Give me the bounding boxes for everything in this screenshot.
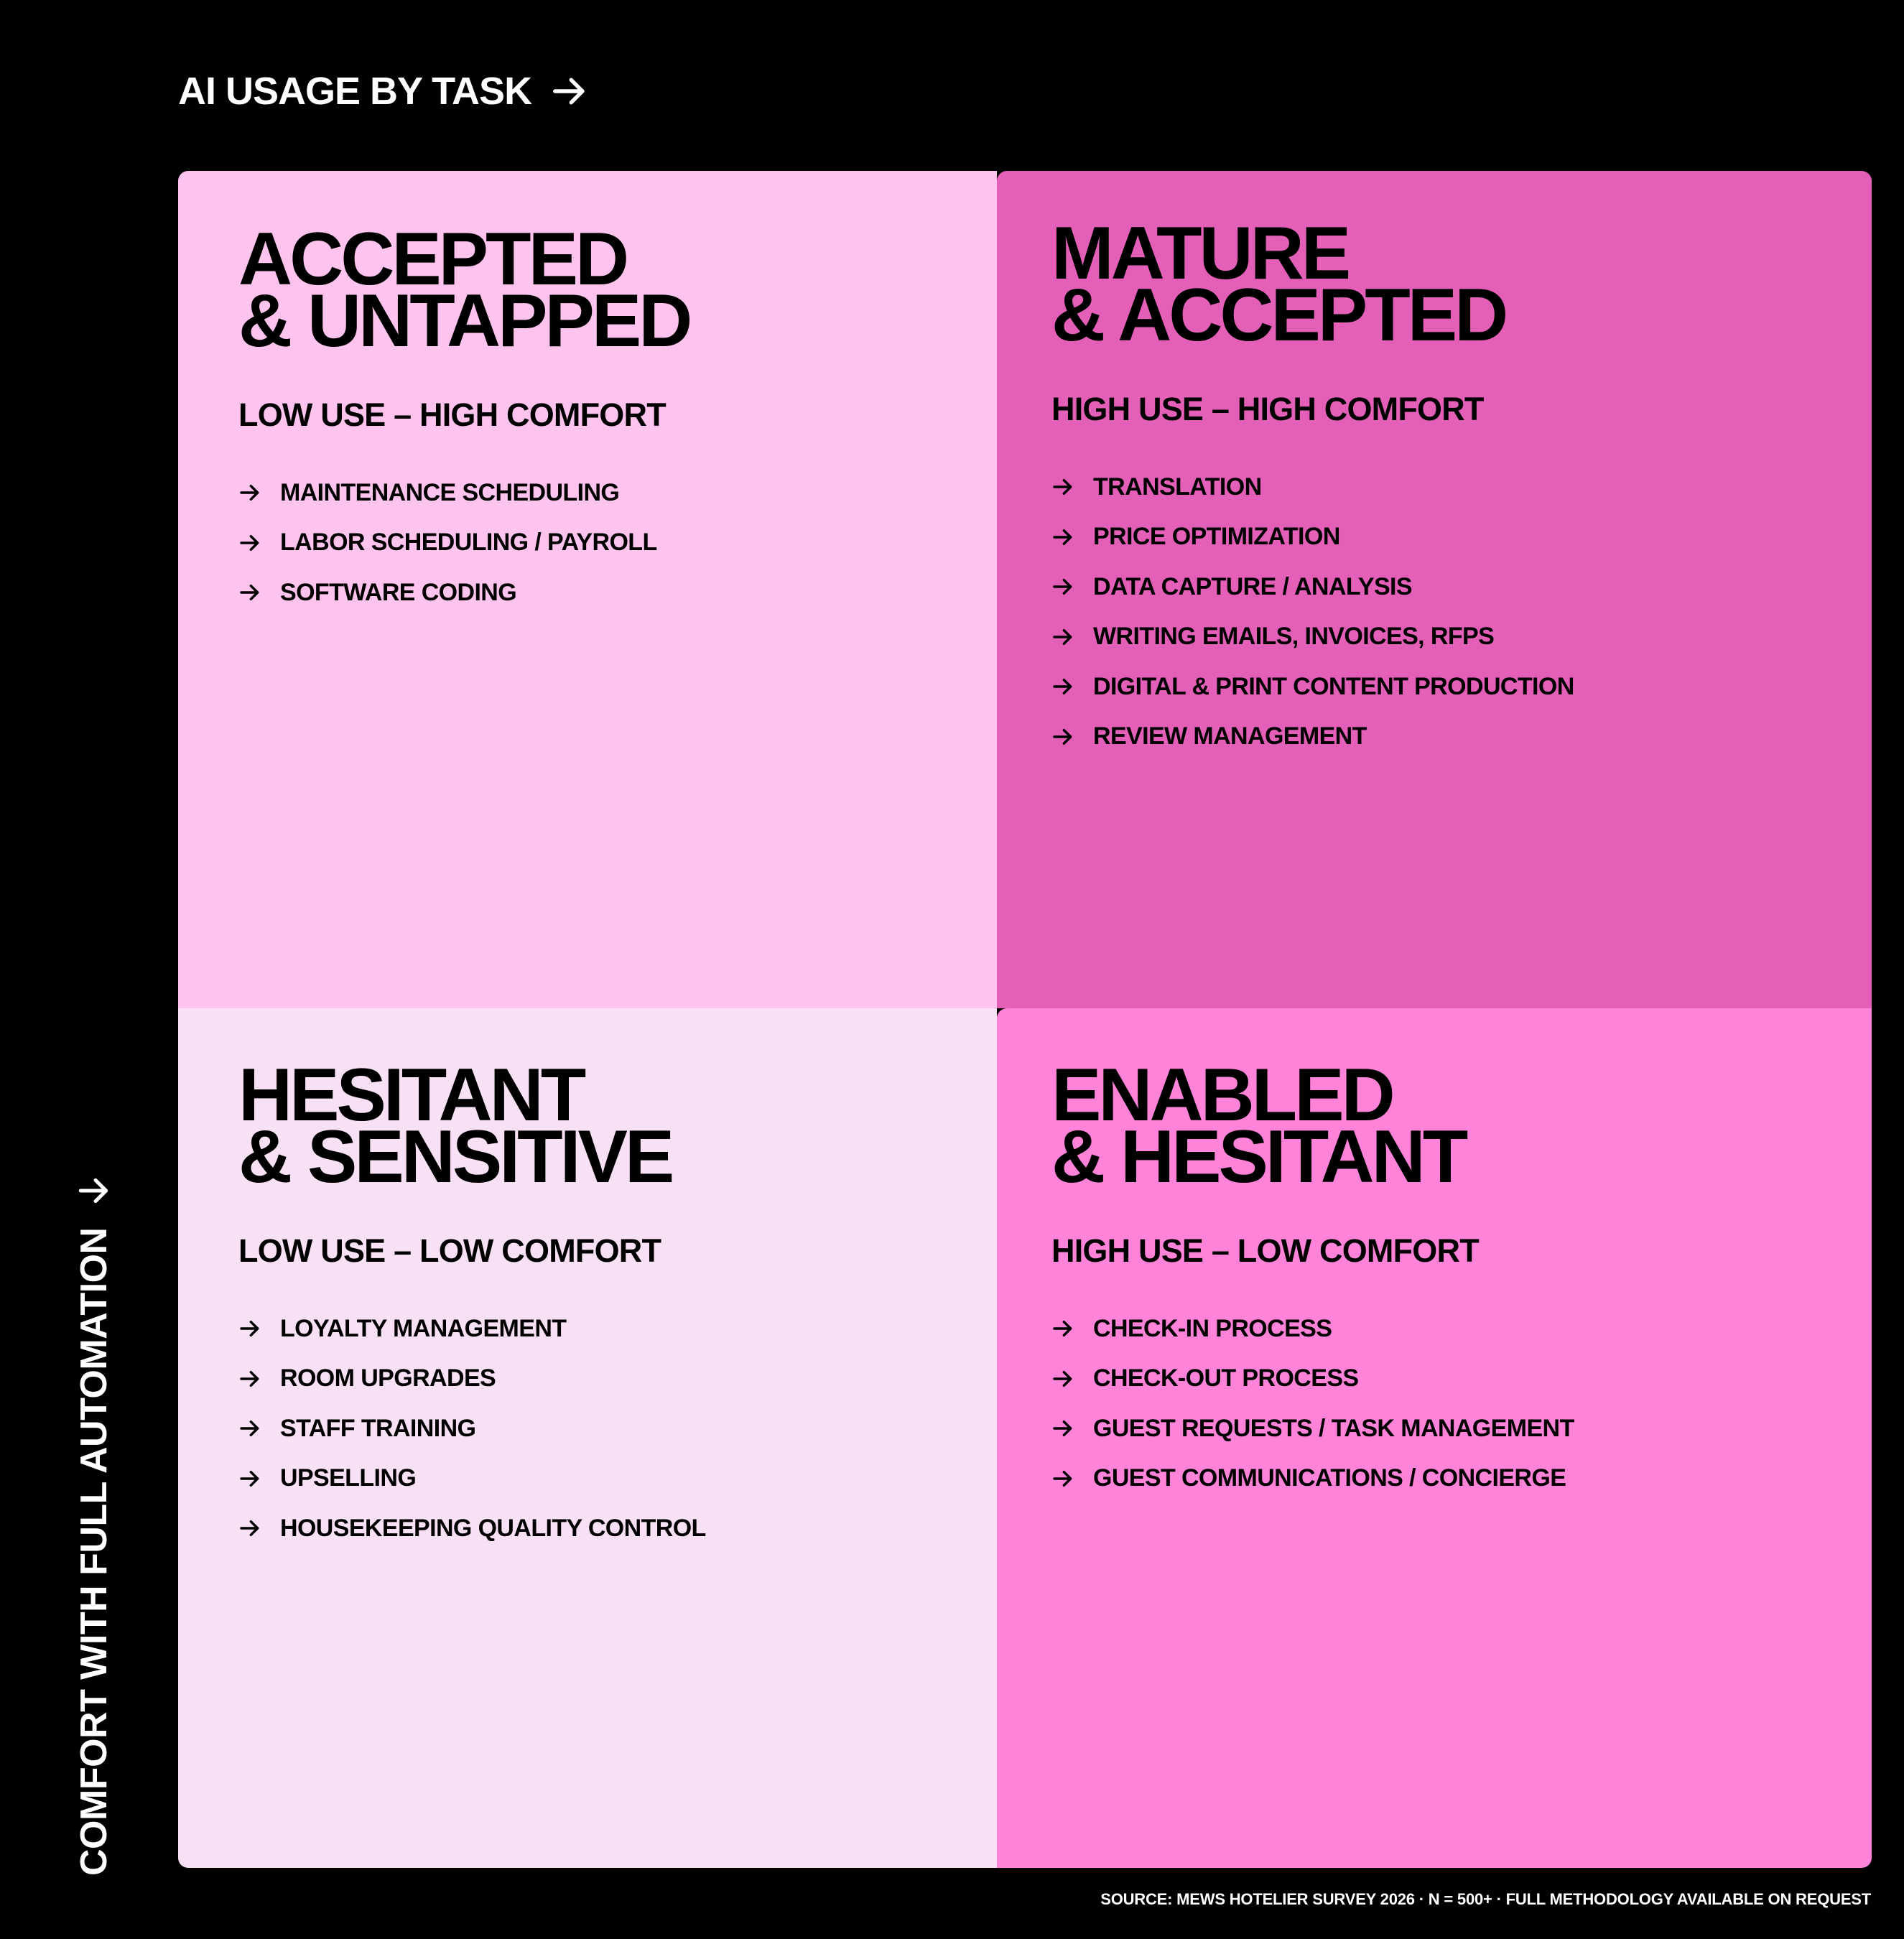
- task-list-item: [1051, 1314, 1843, 1343]
- quadrant-title-line-2: & SENSITIVE: [238, 1115, 672, 1199]
- arrow-right-icon: [550, 72, 589, 111]
- quadrant-subtitle: LOW USE – LOW COMFORT: [238, 1232, 661, 1269]
- arrow-right-icon: [238, 481, 261, 504]
- task-list-item: [1051, 722, 1843, 751]
- quadrant-title: [1051, 212, 1843, 357]
- task-list-item: [238, 1514, 968, 1543]
- arrow-right-icon: [238, 581, 261, 604]
- task-list-item: [238, 1464, 968, 1493]
- task-list-item-label: SOFTWARE CODING: [280, 578, 517, 606]
- arrow-right-icon: [238, 1467, 261, 1490]
- task-list: [1051, 473, 1843, 751]
- task-list-item: [1051, 623, 1843, 651]
- task-list-item-label: WRITING EMAILS, INVOICES, RFPS: [1093, 623, 1495, 650]
- quadrant-accepted-untapped: [178, 171, 997, 1008]
- y-axis-label-text: COMFORT WITH FULL AUTOMATION: [73, 1227, 115, 1876]
- task-list-item-label: MAINTENANCE SCHEDULING: [280, 478, 620, 506]
- quadrant-mature-accepted: [997, 171, 1872, 1008]
- task-list-item-label: LABOR SCHEDULING / PAYROLL: [280, 529, 657, 556]
- task-list-item-label: LOYALTY MANAGEMENT: [280, 1314, 567, 1342]
- task-list-item-label: TRANSLATION: [1093, 473, 1262, 501]
- arrow-right-icon: [1051, 526, 1074, 549]
- task-list-item: [238, 529, 968, 557]
- quadrant-title-line-1: HESITANT: [238, 1054, 584, 1137]
- task-list-item: [1051, 1364, 1843, 1393]
- task-list-item-label: HOUSEKEEPING QUALITY CONTROL: [280, 1514, 706, 1542]
- quadrant-title-line-1: MATURE: [1051, 212, 1349, 295]
- quadrant-hesitant-sensitive: [178, 1008, 997, 1868]
- arrow-right-icon: [1051, 1467, 1074, 1490]
- arrow-up-icon: [76, 1173, 112, 1209]
- task-list-item: [1051, 672, 1843, 701]
- task-list-item-label: UPSELLING: [280, 1464, 417, 1492]
- quadrant-title-line-2: & ACCEPTED: [1051, 274, 1506, 357]
- arrow-right-icon: [238, 531, 261, 554]
- quadrant-title: [238, 218, 968, 363]
- task-list-item-label: CHECK-OUT PROCESS: [1093, 1364, 1359, 1392]
- quadrant-subtitle: HIGH USE – LOW COMFORT: [1051, 1232, 1479, 1269]
- quadrant-title: [1051, 1054, 1843, 1199]
- task-list-item: [238, 1314, 968, 1343]
- quadrant-matrix: [178, 171, 1872, 1868]
- task-list-item-label: DIGITAL & PRINT CONTENT PRODUCTION: [1093, 672, 1574, 700]
- x-axis-label-text: AI USAGE BY TASK: [178, 70, 532, 113]
- task-list-item: [238, 1414, 968, 1443]
- quadrant-title-line-2: & UNTAPPED: [238, 279, 690, 363]
- arrow-right-icon: [1051, 1417, 1074, 1440]
- task-list-item: [238, 478, 968, 507]
- arrow-right-icon: [238, 1367, 261, 1390]
- arrow-right-icon: [1051, 675, 1074, 698]
- task-list-item-label: GUEST REQUESTS / TASK MANAGEMENT: [1093, 1414, 1574, 1442]
- quadrant-subtitle: HIGH USE – HIGH COMFORT: [1051, 391, 1484, 427]
- arrow-right-icon: [238, 1417, 261, 1440]
- quadrant-title-line-2: & HESITANT: [1051, 1115, 1466, 1199]
- arrow-right-icon: [1051, 1317, 1074, 1340]
- task-list-item: [238, 1364, 968, 1393]
- arrow-right-icon: [238, 1517, 261, 1540]
- source-note: SOURCE: MEWS HOTELIER SURVEY 2026 · N = 500+ · FULL METHODOLOGY AVAILABLE ON REQUEST: [1100, 1890, 1871, 1908]
- quadrant-enabled-hesitant: [997, 1008, 1872, 1868]
- task-list: [238, 478, 968, 607]
- task-list: [238, 1314, 968, 1543]
- task-list-item: [238, 578, 968, 607]
- x-axis-label: [178, 66, 589, 116]
- task-list: [1051, 1314, 1843, 1493]
- quadrant-title-line-1: ENABLED: [1051, 1054, 1393, 1137]
- quadrant-title-line-1: ACCEPTED: [238, 218, 627, 301]
- arrow-right-icon: [1051, 725, 1074, 748]
- task-list-item: [1051, 572, 1843, 601]
- quadrant-title: [238, 1054, 968, 1199]
- quadrant-subtitle: LOW USE – HIGH COMFORT: [238, 396, 666, 433]
- task-list-item-label: DATA CAPTURE / ANALYSIS: [1093, 572, 1412, 600]
- arrow-right-icon: [1051, 575, 1074, 598]
- task-list-item: [1051, 473, 1843, 501]
- task-list-item-label: PRICE OPTIMIZATION: [1093, 523, 1340, 550]
- arrow-right-icon: [238, 1317, 261, 1340]
- task-list-item-label: STAFF TRAINING: [280, 1414, 476, 1442]
- task-list-item-label: GUEST COMMUNICATIONS / CONCIERGE: [1093, 1464, 1566, 1492]
- task-list-item: [1051, 1414, 1843, 1443]
- task-list-item: [1051, 523, 1843, 552]
- task-list-item-label: CHECK-IN PROCESS: [1093, 1314, 1332, 1342]
- arrow-right-icon: [1051, 1367, 1074, 1390]
- y-axis-label: [73, 1173, 116, 1876]
- arrow-right-icon: [1051, 475, 1074, 498]
- arrow-right-icon: [1051, 626, 1074, 648]
- task-list-item: [1051, 1464, 1843, 1493]
- task-list-item-label: REVIEW MANAGEMENT: [1093, 722, 1367, 750]
- task-list-item-label: ROOM UPGRADES: [280, 1364, 496, 1392]
